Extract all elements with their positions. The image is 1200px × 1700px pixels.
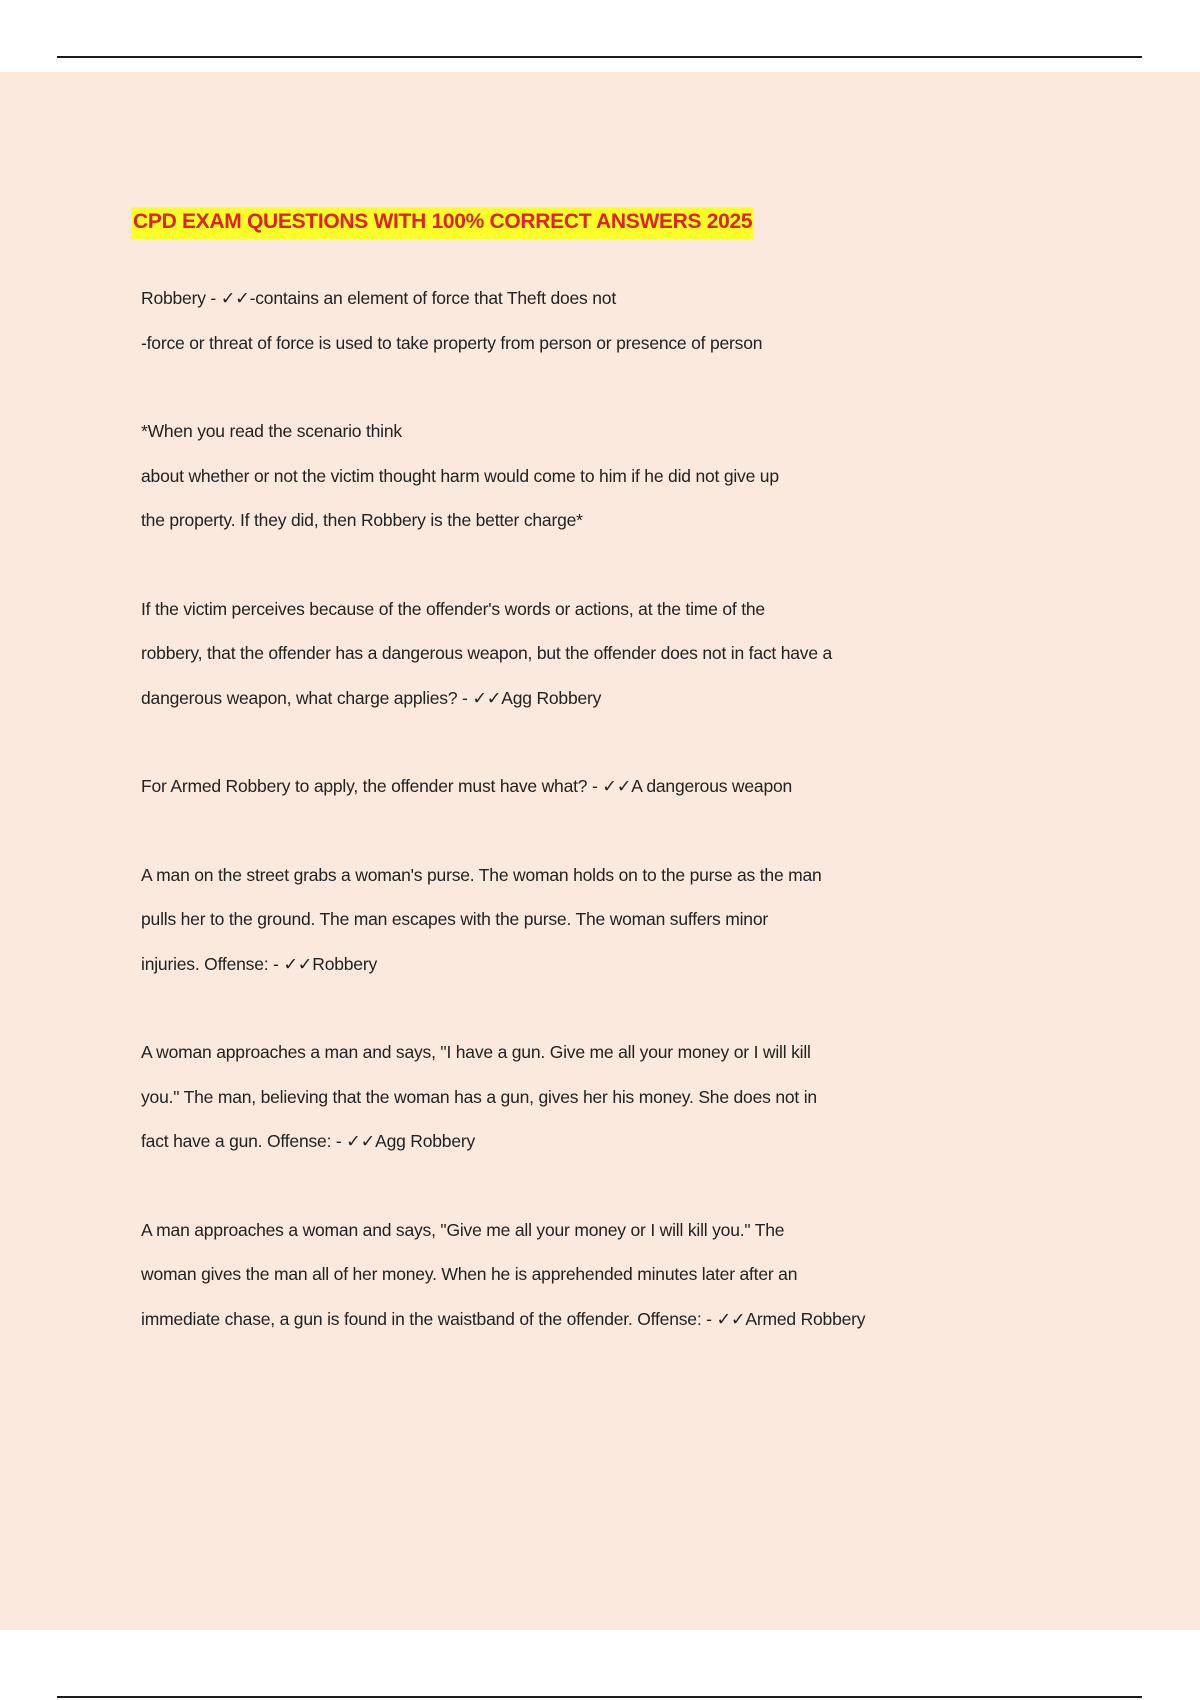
text-line: you." The man, believing that the woman has a gun, gives her his money. She does not in <box>141 1086 817 1107</box>
text-line: robbery, that the offender has a dangerous weapon, but the offender does not in fact have a <box>141 643 833 663</box>
paragraph-scenario-note <box>141 409 1161 543</box>
text-line: woman gives the man all of her money. When he is apprehended minutes later after an <box>141 1264 798 1284</box>
text-line: dangerous weapon, what charge applies? - ✓✓Agg Robbery <box>141 687 602 708</box>
text-line: For Armed Robbery to apply, the offender must have what? - ✓✓A dangerous weapon <box>141 776 793 796</box>
text-line: fact have a gun. Offense: - ✓✓Agg Robbery <box>141 1131 476 1151</box>
text-line: pulls her to the ground. The man escapes with the purse. The woman suffers minor <box>141 909 768 929</box>
bottom-rule <box>57 1696 1142 1698</box>
paragraph-question-purse <box>141 853 1161 987</box>
text-line: A man approaches a woman and says, "Give me all your money or I will kill you." The <box>141 1219 785 1240</box>
paragraph-question-perceived-weapon <box>141 587 1161 721</box>
text-line: immediate chase, a gun is found in the waistband of the offender. Offense: - ✓✓Armed Robbery <box>141 1308 866 1329</box>
document-title: CPD EXAM QUESTIONS WITH 100% CORRECT ANSWERS 2025 <box>131 207 754 239</box>
paragraph-question-claimed-gun <box>141 1030 1161 1164</box>
text-line: *When you read the scenario think <box>141 421 402 441</box>
text-line: injuries. Offense: - ✓✓Robbery <box>141 953 378 974</box>
paragraph-question-gun-found <box>141 1208 1161 1342</box>
top-rule <box>57 56 1142 58</box>
text-line: about whether or not the victim thought harm would come to him if he did not give up <box>141 465 779 486</box>
text-line: If the victim perceives because of the offender's words or actions, at the time of the <box>141 598 765 619</box>
text-line: A woman approaches a man and says, "I have a gun. Give me all your money or I will kill <box>141 1042 811 1062</box>
text-line: the property. If they did, then Robbery is the better charge* <box>141 510 583 530</box>
text-line: -force or threat of force is used to take property from person or presence of person <box>141 332 763 353</box>
text-line: A man on the street grabs a woman's purse. The woman holds on to the purse as the man <box>141 864 822 885</box>
paragraph-question-armed-robbery <box>141 764 1161 809</box>
text-line: Robbery - ✓✓-contains an element of force that Theft does not <box>141 288 616 308</box>
document-page <box>0 72 1200 1630</box>
paragraph-robbery-definition <box>141 276 1161 365</box>
document-body <box>141 276 1161 1385</box>
